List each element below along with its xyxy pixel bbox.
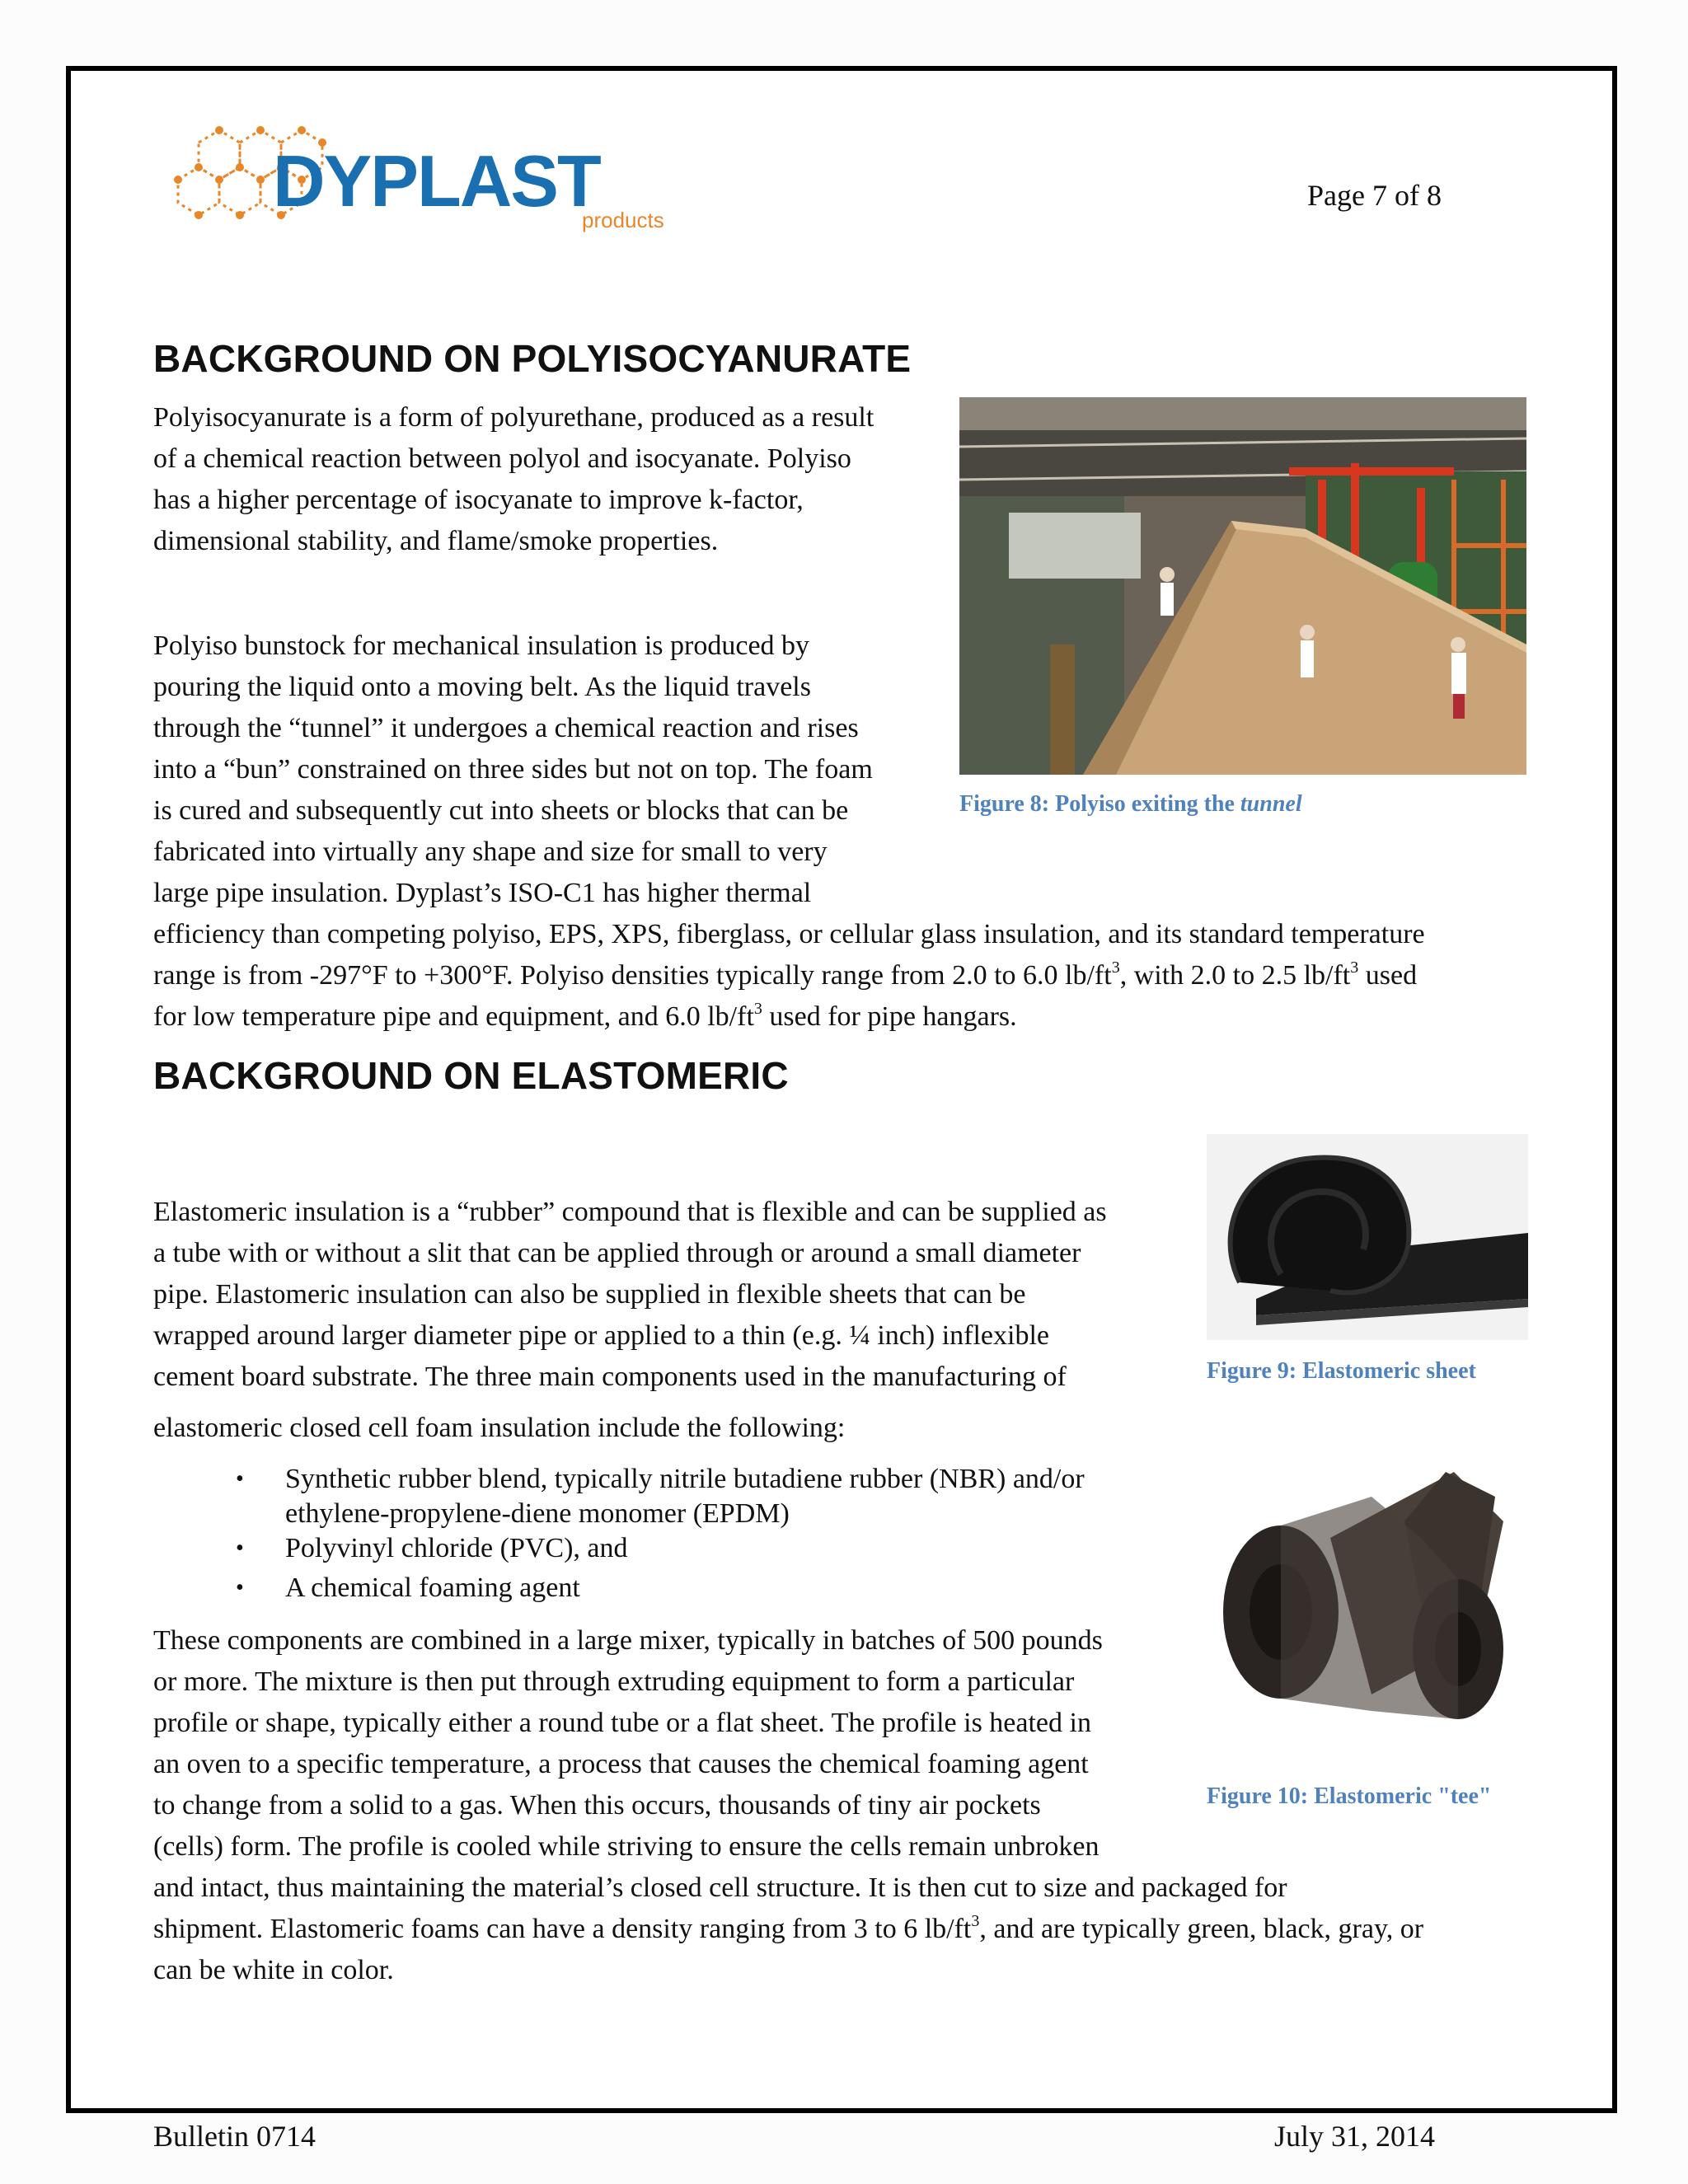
text-line: to change from a solid to a gas. When this occurs, thousands of tiny air pockets — [153, 1790, 1041, 1821]
text-line: large pipe insulation. Dyplast’s ISO-C1 has higher thermal — [153, 878, 812, 908]
text-line: pouring the liquid onto a moving belt. As the liquid travels — [153, 672, 811, 702]
text-line: or more. The mixture is then put through extruding equipment to form a particular — [153, 1666, 1075, 1697]
list-item: • Polyvinyl chloride (PVC), and — [236, 1533, 628, 1563]
text-line: dimensional stability, and flame/smoke properties. — [153, 526, 719, 556]
text-line: profile or shape, typically either a round tube or a flat sheet. The profile is heated in — [153, 1708, 1091, 1738]
text-line: into a “bun” constrained on three sides but not on top. The foam — [153, 754, 873, 785]
elastomeric-paragraph-1 — [153, 1192, 1274, 1398]
page-number: Page 7 of 8 — [1307, 179, 1442, 212]
text-line: for low temperature pipe and equipment, and 6.0 $lb/ft^3$ used for pipe hangars. — [153, 1000, 1017, 1032]
logo-text: DYPLAST — [273, 140, 600, 222]
text-line: of a chemical reaction between polyol and isocyanate. Polyiso — [153, 443, 851, 474]
text-line: pipe. Elastomeric insulation can also be supplied in flexible sheets that can be — [153, 1279, 1026, 1310]
section-heading-elastomeric: BACKGROUND ON ELASTOMERIC — [153, 1054, 789, 1097]
text-line: Elastomeric insulation is a “rubber” compound that is flexible and can be supplied as — [153, 1197, 1107, 1227]
logo-subtext: products — [582, 208, 664, 232]
figure-9-caption: Figure 9: Elastomeric sheet — [1207, 1358, 1476, 1384]
text-line: (cells) form. The profile is cooled while striving to ensure the cells remain unbroken — [153, 1831, 1100, 1862]
footer-bulletin: Bulletin 0714 — [153, 2120, 316, 2153]
footer-date: July 31, 2014 — [1274, 2120, 1436, 2153]
list-item: • A chemical foaming agent — [236, 1572, 580, 1603]
text-line: cement board substrate. The three main components used in the manufacturing of — [153, 1361, 1067, 1392]
text-line: shipment. Elastomeric foams can have a density ranging from 3 to 6 $lb/ft^3$, and are typically green, black, gray, or — [153, 1912, 1424, 1944]
figure-9-elastomeric-sheet-photo — [1207, 1134, 1528, 1340]
figure-8-polyiso-tunnel-photo — [959, 397, 1526, 775]
text-line: These components are combined in a large mixer, typically in batches of 500 pounds — [153, 1625, 1103, 1656]
text-line: through the “tunnel” it undergoes a chemical reaction and rises — [153, 713, 859, 743]
text-line: Polyiso bunstock for mechanical insulation is produced by — [153, 630, 810, 661]
list-item: • Synthetic rubber blend, typically nitrile butadiene rubber (NBR) and/or ethylene-propylene-diene monomer (EPDM) — [236, 1464, 1085, 1529]
text-line: fabricated into virtually any shape and size for small to very — [153, 837, 828, 867]
text-line: has a higher percentage of isocyanate to improve k-factor, — [153, 485, 804, 515]
components-list — [236, 1462, 1225, 1610]
text-line: efficiency than competing polyiso, EPS, XPS, fiberglass, or cellular glass insulation, and its standard temperature — [153, 919, 1425, 949]
text-line: is cured and subsequently cut into sheets or blocks that can be — [153, 795, 849, 826]
elastomeric-paragraph-1-last-line: elastomeric closed cell foam insulation include the following: — [153, 1413, 846, 1443]
page-frame — [66, 66, 1617, 2153]
section-heading-polyisocyanurate: BACKGROUND ON POLYISOCYANURATE — [153, 337, 912, 380]
text-line: Polyisocyanurate is a form of polyurethane, produced as a result — [153, 402, 874, 433]
text-line: and intact, thus maintaining the material’s closed cell structure. It is then cut to size and packaged for — [153, 1872, 1287, 1903]
figure-8-caption: Figure 8: Polyiso exiting the tunnel — [959, 791, 1302, 817]
figure-10-elastomeric-tee-photo — [1207, 1447, 1528, 1760]
text-line: can be white in color. — [153, 1955, 394, 1985]
text-line: wrapped around larger diameter pipe or applied to a thin (e.g. ¼ inch) inflexible — [153, 1320, 1049, 1351]
text-line: a tube with or without a slit that can be applied through or around a small diameter — [153, 1238, 1081, 1268]
text-line: range is from -297°F to +300°F. Polyiso densities typically range from 2.0 to 6.0 $lb/ft^3$, with 2.0 to 2.5 $lb/ft^3$ used — [153, 958, 1418, 991]
text-line: an oven to a specific temperature, a process that causes the chemical foaming agent — [153, 1749, 1089, 1779]
dyplast-logo — [153, 97, 730, 246]
figure-10-caption: Figure 10: Elastomeric "tee" — [1207, 1783, 1492, 1809]
polyiso-paragraph-1 — [153, 397, 1027, 562]
